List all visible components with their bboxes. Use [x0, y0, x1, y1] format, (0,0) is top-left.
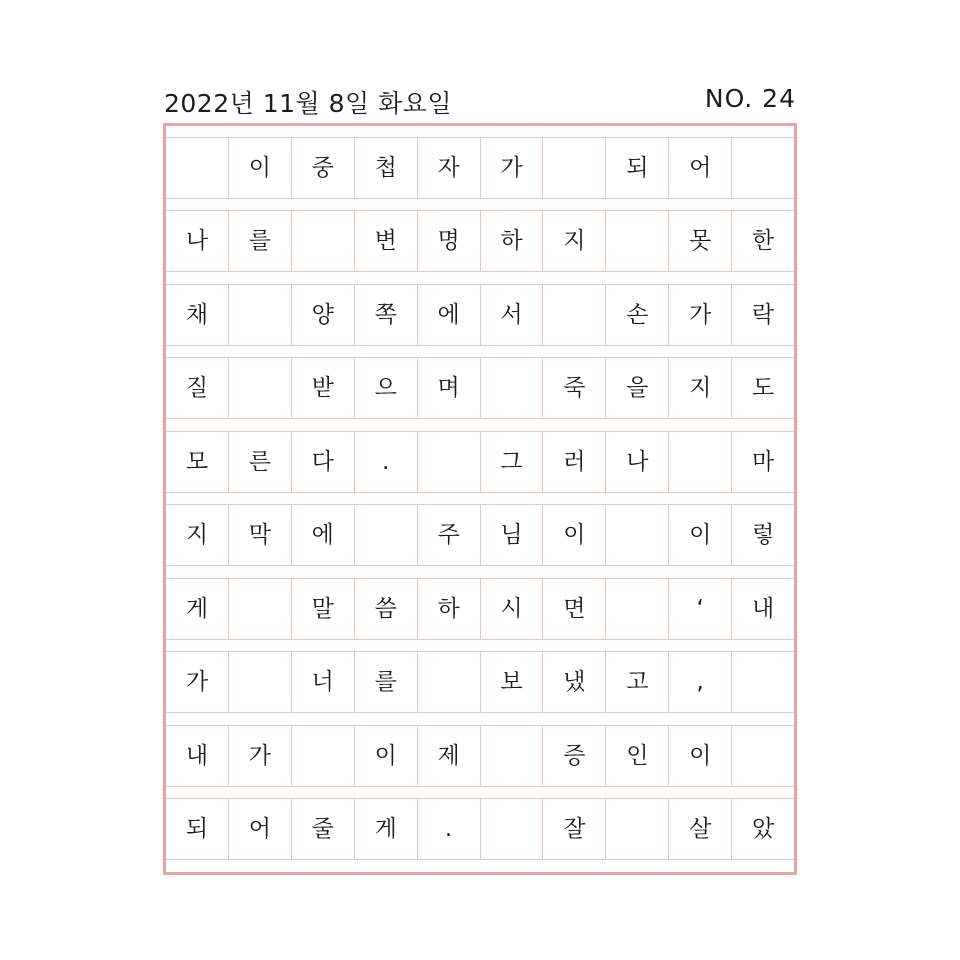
grid-cell [228, 284, 291, 346]
grid-cell: 았 [731, 798, 794, 860]
grid-cell: 게 [354, 798, 417, 860]
grid-cell: 되 [166, 798, 228, 860]
grid-cell: 어 [668, 137, 731, 199]
grid-cell: 지 [166, 504, 228, 566]
grid-cell: 지 [668, 357, 731, 419]
grid-cell [417, 651, 480, 713]
grid-row [166, 357, 794, 419]
grid-row [166, 578, 794, 640]
grid-cell: 변 [354, 210, 417, 272]
grid-row [166, 284, 794, 346]
grid-cell [542, 284, 605, 346]
grid-cell: 인 [605, 725, 668, 787]
grid-row [166, 725, 794, 787]
grid-cell: 이 [228, 137, 291, 199]
grid-cell: 마 [731, 431, 794, 493]
grid-cell [605, 798, 668, 860]
grid-cell: 하 [417, 578, 480, 640]
grid-cell: 증 [542, 725, 605, 787]
grid-cell: 지 [542, 210, 605, 272]
grid-cell: 에 [291, 504, 354, 566]
grid-cell [228, 651, 291, 713]
grid-cell: 으 [354, 357, 417, 419]
grid-cell [417, 431, 480, 493]
grid-cell: 어 [228, 798, 291, 860]
grid-cell [605, 210, 668, 272]
grid-cell: ‘ [668, 578, 731, 640]
grid-cell: 보 [480, 651, 543, 713]
grid-cell: 제 [417, 725, 480, 787]
grid-cell: 쪽 [354, 284, 417, 346]
grid-cell: 죽 [542, 357, 605, 419]
grid-cell: 명 [417, 210, 480, 272]
grid-row [166, 431, 794, 493]
grid-cell: 자 [417, 137, 480, 199]
grid-cell: 가 [228, 725, 291, 787]
grid-cell: 를 [228, 210, 291, 272]
manuscript-grid [163, 123, 797, 875]
grid-cell [605, 504, 668, 566]
grid-cell [354, 504, 417, 566]
grid-cell: 른 [228, 431, 291, 493]
grid-cell: 줄 [291, 798, 354, 860]
grid-cell: 한 [731, 210, 794, 272]
grid-cell: 를 [354, 651, 417, 713]
grid-cell: 이 [354, 725, 417, 787]
grid-cell [228, 578, 291, 640]
grid-cell [291, 725, 354, 787]
grid-cell: 나 [166, 210, 228, 272]
grid-cell: 서 [480, 284, 543, 346]
grid-cell: 못 [668, 210, 731, 272]
grid-cell: 첩 [354, 137, 417, 199]
grid-cell [228, 357, 291, 419]
grid-cell: 나 [605, 431, 668, 493]
grid-cell: 락 [731, 284, 794, 346]
grid-cell [480, 798, 543, 860]
grid-row [166, 651, 794, 713]
grid-cell: 주 [417, 504, 480, 566]
grid-cell: 님 [480, 504, 543, 566]
grid-cell: 되 [605, 137, 668, 199]
grid-cell: 냈 [542, 651, 605, 713]
grid-cell: 면 [542, 578, 605, 640]
grid-cell: 이 [668, 725, 731, 787]
grid-cell: 말 [291, 578, 354, 640]
grid-cell: 하 [480, 210, 543, 272]
grid-cell [731, 137, 794, 199]
grid-row [166, 798, 794, 860]
grid-cell: 살 [668, 798, 731, 860]
grid-cell: 가 [166, 651, 228, 713]
grid-cell: 채 [166, 284, 228, 346]
page-number: NO. 24 [704, 84, 796, 113]
grid-cell [731, 725, 794, 787]
grid-cell: 렇 [731, 504, 794, 566]
grid-cell: 손 [605, 284, 668, 346]
grid-cell: 잘 [542, 798, 605, 860]
grid-cell: . [417, 798, 480, 860]
grid-cell: 중 [291, 137, 354, 199]
grid-cell: 질 [166, 357, 228, 419]
grid-cell: 받 [291, 357, 354, 419]
grid-cell: 에 [417, 284, 480, 346]
grid-cell: 씀 [354, 578, 417, 640]
grid-cell: 다 [291, 431, 354, 493]
grid-row [166, 137, 794, 199]
grid-cell: 너 [291, 651, 354, 713]
grid-cell: 이 [542, 504, 605, 566]
grid-cell [480, 725, 543, 787]
grid-row [166, 210, 794, 272]
grid-cell: 내 [166, 725, 228, 787]
grid-cell: , [668, 651, 731, 713]
grid-cell: 가 [480, 137, 543, 199]
grid-row [166, 504, 794, 566]
grid-cell [291, 210, 354, 272]
grid-cell [731, 651, 794, 713]
grid-cell: . [354, 431, 417, 493]
grid-cell: 막 [228, 504, 291, 566]
grid-cell: 모 [166, 431, 228, 493]
grid-cell: 고 [605, 651, 668, 713]
grid-cell: 시 [480, 578, 543, 640]
grid-cell [480, 357, 543, 419]
grid-cell: 이 [668, 504, 731, 566]
grid-cell: 가 [668, 284, 731, 346]
grid-cell [542, 137, 605, 199]
date-heading: 2022년 11월 8일 화요일 [164, 89, 453, 118]
grid-cell: 도 [731, 357, 794, 419]
grid-cell [668, 431, 731, 493]
grid-cell: 러 [542, 431, 605, 493]
grid-cell [605, 578, 668, 640]
grid-cell [166, 137, 228, 199]
grid-cell: 게 [166, 578, 228, 640]
grid-cell: 내 [731, 578, 794, 640]
grid-cell: 며 [417, 357, 480, 419]
grid-cell: 양 [291, 284, 354, 346]
grid-cell: 그 [480, 431, 543, 493]
grid-cell: 을 [605, 357, 668, 419]
